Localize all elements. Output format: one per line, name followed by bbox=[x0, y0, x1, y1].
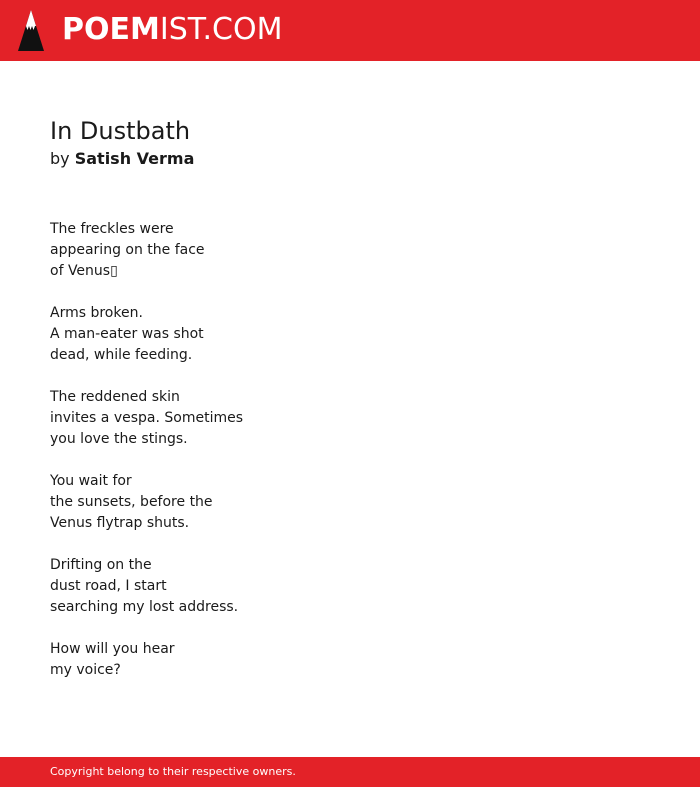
author-name: Satish Verma bbox=[74, 149, 195, 168]
poem-line: dead, while feeding. bbox=[50, 347, 193, 363]
stanza bbox=[50, 219, 650, 282]
poem-line: A man-eater was shot bbox=[50, 326, 204, 342]
poem-line: the sunsets, before the bbox=[50, 494, 213, 510]
stanza bbox=[50, 387, 650, 450]
poem-line: invites a vespa. Sometimes bbox=[50, 410, 243, 426]
poem-title: In Dustbath bbox=[50, 117, 191, 145]
stanza bbox=[50, 639, 650, 681]
poem-body bbox=[50, 219, 650, 681]
by-label: by bbox=[50, 149, 70, 168]
poem-line: appearing on the face bbox=[50, 242, 205, 258]
poem-line: of Venus▯ bbox=[50, 263, 118, 279]
stanza bbox=[50, 555, 650, 618]
site-footer bbox=[0, 757, 700, 787]
poem-line: The freckles were bbox=[50, 221, 174, 237]
pencil-tip-icon[interactable] bbox=[18, 10, 44, 51]
poem-line: my voice? bbox=[50, 662, 121, 678]
poem-line: You wait for bbox=[50, 473, 132, 489]
poem-line: Venus flytrap shuts. bbox=[50, 515, 190, 531]
copyright-notice: Copyright belong to their respective owners. bbox=[50, 765, 296, 778]
poem-line: Arms broken. bbox=[50, 305, 143, 321]
poem-line: Drifting on the bbox=[50, 557, 152, 573]
poem-content bbox=[50, 114, 650, 702]
logo-text-bold: POEM bbox=[62, 12, 160, 47]
poem-line: searching my lost address. bbox=[50, 599, 239, 615]
poem-line: you love the stings. bbox=[50, 431, 188, 447]
poem-line: The reddened skin bbox=[50, 389, 180, 405]
site-logo[interactable] bbox=[62, 12, 282, 48]
stanza bbox=[50, 471, 650, 534]
poem-line: How will you hear bbox=[50, 641, 175, 657]
byline bbox=[50, 148, 650, 170]
site-header bbox=[0, 0, 700, 61]
logo-text-light: IST.COM bbox=[159, 12, 283, 47]
stanza bbox=[50, 303, 650, 366]
poem-line: dust road, I start bbox=[50, 578, 167, 594]
